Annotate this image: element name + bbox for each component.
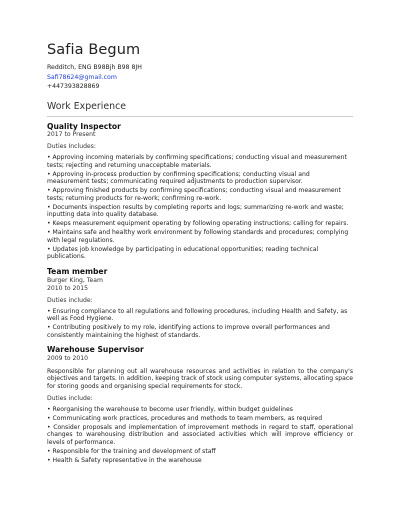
duty-item: • Updates job knowledge by participating in educational opportunities; reading technical publications. [47, 246, 353, 261]
duty-item: • Approving in-process production by confirming specifications; conducting visual and measurement tests; communicating required adjustments to production supervisor. [47, 171, 353, 186]
duty-item: • Consider proposals and implementation of improvement methods in regard to staff, operational changes to warehousing distribution and associated activities which will improve efficiency or levels of performance. [47, 424, 353, 447]
duty-item: • Responsible for the training and development of staff [47, 448, 353, 456]
duty-item: • Approving incoming materials by confirming specifications; conducting visual and measurement tests; rejecting and returning unacceptable materials. [47, 154, 353, 169]
contact-email-row [47, 73, 353, 83]
job-dates: 2017 to Present [47, 131, 96, 138]
duties-list [47, 154, 353, 261]
duty-item: • Keeps measurement equipment operating by following operating instructions; calling for repairs. [47, 220, 353, 228]
duty-item: • Contributing positively to my role, identifying actions to improve overall performances and consistently maintaining the highest of standards. [47, 324, 353, 339]
duties-label: Duties Includes: [47, 143, 96, 150]
job-title: Team member [47, 267, 108, 277]
duty-item: • Communicating work practices, procedures and methods to team members, as required [47, 415, 353, 423]
resume-header [47, 41, 353, 92]
contact-phone: +447393828869 [47, 83, 100, 90]
job-title: Quality Inspector [47, 121, 121, 131]
duty-item: • Maintains safe and healthy work environment by following standards and procedures; complying with legal regulations. [47, 229, 353, 244]
job-entry [47, 345, 353, 464]
job-company: Burger King, Team [47, 276, 103, 284]
job-summary: Responsible for planning out all warehouse resources and activities in relation to the company's objectives and targets. In addition, keeping track of stock using computer systems, allocating space for storing goods and organising special requirements for stock. [47, 367, 353, 391]
contact-address: Redditch, ENG B98Bjh B98 8JH [47, 64, 142, 71]
duty-item: • Reorganising the warehouse to become user friendly, within budget guidelines [47, 406, 353, 414]
duties-label: Duties include: [47, 296, 93, 304]
job-dates: 2009 to 2010 [47, 354, 89, 362]
duties-list [47, 308, 353, 340]
job-title: Warehouse Supervisor [47, 345, 144, 355]
duty-item: • Health & Safety representative in the warehouse [47, 457, 353, 465]
duty-item: • Approving finished products by confirming specifications; conducting visual and measurement tests; returning products for re-work; confirming re-work. [47, 187, 353, 202]
duties-label: Duties include: [47, 394, 93, 402]
candidate-name: Safia Begum [47, 42, 141, 58]
job-entry [47, 267, 353, 339]
duties-list [47, 406, 353, 465]
job-dates: 2010 to 2015 [47, 284, 89, 292]
section-title-work-experience: Work Experience [47, 100, 126, 112]
job-entry [47, 122, 353, 262]
contact-email-link[interactable]: Safi78624@gmail.com [47, 73, 117, 81]
duty-item: • Ensuring compliance to all regulations and following procedures, including Health and Safety, as well as Food Hygiene. [47, 308, 353, 323]
section-divider [47, 116, 353, 117]
duty-item: • Documents inspection results by completing reports and logs; summarizing re-work and waste; inputting data into quality database. [47, 204, 353, 219]
